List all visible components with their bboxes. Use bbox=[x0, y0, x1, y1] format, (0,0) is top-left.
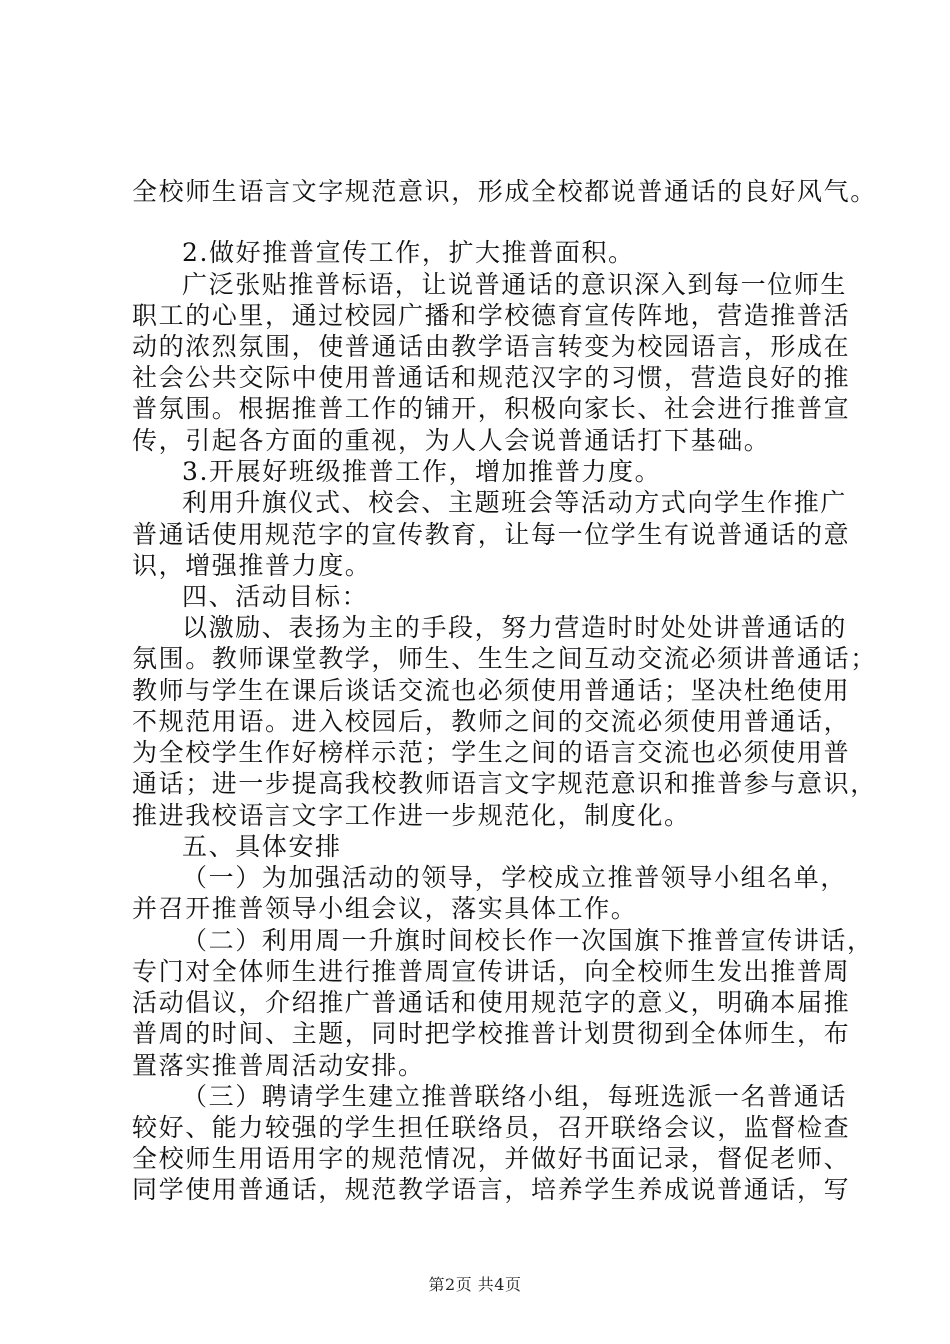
text-line: 传，引起各方面的重视，为人人会说普通话打下基础。 bbox=[132, 426, 771, 455]
text-line: 并召开推普领导小组会议，落实具体工作。 bbox=[132, 894, 638, 923]
text-line: 五、具体安排 bbox=[182, 832, 342, 861]
text-line: 氛围。教师课堂教学，师生、生生之间互动交流必须讲普通话； bbox=[132, 644, 877, 673]
text-line: （二）利用周一升旗时间校长作一次国旗下推普宣传讲话， bbox=[182, 926, 874, 955]
text-line: 普通话使用规范字的宣传教育，让每一位学生有说普通话的意 bbox=[132, 520, 851, 549]
text-line: 专门对全体师生进行推普周宣传讲话，向全校师生发出推普周 bbox=[132, 957, 851, 986]
text-line: 不规范用语。进入校园后，教师之间的交流必须使用普通话， bbox=[132, 707, 851, 736]
text-line: （三）聘请学生建立推普联络小组，每班选派一名普通话 bbox=[182, 1082, 848, 1111]
text-line: 全校师生用语用字的规范情况，并做好书面记录，督促老师、 bbox=[132, 1144, 851, 1173]
text-line: 普周的时间、主题，同时把学校推普计划贯彻到全体师生，布 bbox=[132, 1019, 851, 1048]
text-line: 利用升旗仪式、校会、主题班会等活动方式向学生作推广 bbox=[182, 488, 848, 517]
text-line: 3.开展好班级推普工作，增加推普力度。 bbox=[182, 457, 662, 486]
text-line: 普氛围。根据推普工作的铺开，积极向家长、社会进行推普宣 bbox=[132, 394, 851, 423]
text-line: 活动倡议，介绍推广普通话和使用规范字的意义，明确本届推 bbox=[132, 988, 851, 1017]
text-line: 职工的心里，通过校园广播和学校德育宣传阵地，营造推普活 bbox=[132, 301, 851, 330]
text-line: 教师与学生在课后谈话交流也必须使用普通话；坚决杜绝使用 bbox=[132, 676, 851, 705]
text-line: 2.做好推普宣传工作，扩大推普面积。 bbox=[182, 238, 635, 267]
text-line: 广泛张贴推普标语，让说普通话的意识深入到每一位师生 bbox=[182, 270, 848, 299]
text-line: 为全校学生作好榜样示范；学生之间的语言交流也必须使用普 bbox=[132, 738, 851, 767]
text-line: 社会公共交际中使用普通话和规范汉字的习惯，营造良好的推 bbox=[132, 363, 851, 392]
text-line: 推进我校语言文字工作进一步规范化，制度化。 bbox=[132, 801, 691, 830]
text-line: 以激励、表扬为主的手段，努力营造时时处处讲普通话的 bbox=[182, 613, 848, 642]
text-line: 置落实推普周活动安排。 bbox=[132, 1051, 425, 1080]
text-line: 识，增强推普力度。 bbox=[132, 551, 372, 580]
text-line: 通话；进一步提高我校教师语言文字规范意识和推普参与意识， bbox=[132, 769, 877, 798]
text-line: （一）为加强活动的领导，学校成立推普领导小组名单， bbox=[182, 863, 848, 892]
text-line: 较好、能力较强的学生担任联络员，召开联络会议，监督检查 bbox=[132, 1113, 851, 1142]
text-line: 动的浓烈氛围，使普通话由教学语言转变为校园语言，形成在 bbox=[132, 332, 851, 361]
text-line: 四、活动目标： bbox=[182, 582, 369, 611]
text-line: 同学使用普通话，规范教学语言，培养学生养成说普通话，写 bbox=[132, 1175, 851, 1204]
text-line: 全校师生语言文字规范意识，形成全校都说普通话的良好风气。 bbox=[132, 177, 877, 206]
page-number-footer: 第2页 共4页 bbox=[428, 1275, 522, 1294]
